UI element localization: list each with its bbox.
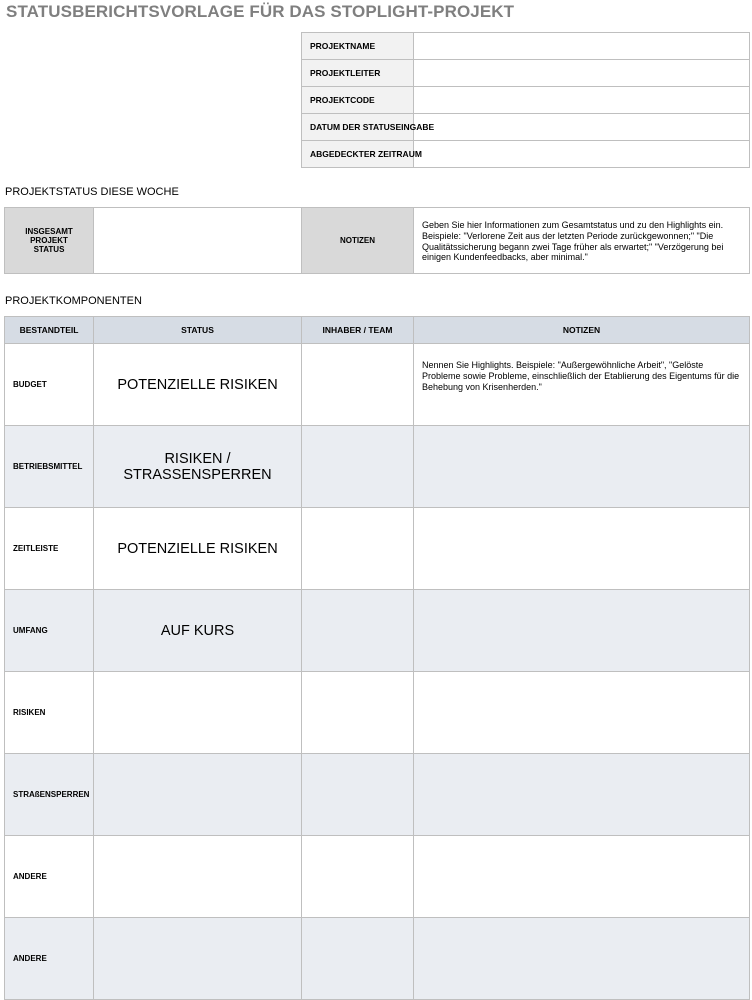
component-owner[interactable] <box>302 508 414 590</box>
project-name-field[interactable] <box>414 33 750 60</box>
component-status[interactable]: POTENZIELLE RISIKEN <box>94 344 302 426</box>
info-row-project-manager <box>302 60 750 87</box>
column-header: STATUS <box>94 317 302 344</box>
component-notes[interactable]: Nennen Sie Highlights. Beispiele: "Außergewöhnliche Arbeit", "Gelöste Probleme sowie Probleme, einschließlich der Etablierung des Eigentums für die Behebung von Krisenherden." <box>414 344 750 426</box>
info-label: PROJEKTLEITER <box>302 60 414 87</box>
info-row-status-date <box>302 114 750 141</box>
column-header: NOTIZEN <box>414 317 750 344</box>
info-label: PROJEKTNAME <box>302 33 414 60</box>
component-status[interactable] <box>94 672 302 754</box>
table-row <box>5 672 750 754</box>
component-name: BETRIEBSMITTEL <box>5 426 94 508</box>
project-code-field[interactable] <box>414 87 750 114</box>
component-name: UMFANG <box>5 590 94 672</box>
component-owner[interactable] <box>302 672 414 754</box>
table-row <box>5 918 750 1000</box>
component-notes[interactable] <box>414 672 750 754</box>
info-row-project-code <box>302 87 750 114</box>
overall-status-label-text: INSGESAMT PROJEKT STATUS <box>25 226 73 255</box>
component-notes[interactable] <box>414 590 750 672</box>
info-row-project-name <box>302 33 750 60</box>
component-name: STRAßENSPERREN <box>5 754 94 836</box>
component-notes[interactable] <box>414 836 750 918</box>
column-header: INHABER / TEAM <box>302 317 414 344</box>
component-notes[interactable] <box>414 918 750 1000</box>
component-owner[interactable] <box>302 590 414 672</box>
component-owner[interactable] <box>302 426 414 508</box>
info-label: ABGEDECKTER ZEITRAUM <box>302 141 414 168</box>
period-field[interactable] <box>414 141 750 168</box>
component-owner[interactable] <box>302 836 414 918</box>
table-row <box>5 344 750 426</box>
column-header: BESTANDTEIL <box>5 317 94 344</box>
component-notes[interactable] <box>414 754 750 836</box>
project-manager-field[interactable] <box>414 60 750 87</box>
table-row <box>5 836 750 918</box>
info-row-period <box>302 141 750 168</box>
component-status[interactable] <box>94 918 302 1000</box>
page-title: STATUSBERICHTSVORLAGE FÜR DAS STOPLIGHT-PROJEKT <box>6 2 515 21</box>
info-label: PROJEKTCODE <box>302 87 414 114</box>
component-name: ANDERE <box>5 836 94 918</box>
component-name: ZEITLEISTE <box>5 508 94 590</box>
overall-notes-field[interactable]: Geben Sie hier Informationen zum Gesamtstatus und zu den Highlights ein. Beispiele: "Verlorene Zeit aus der letzten Periode zurückgewonnen;" "Die Qualitätssicherung begann zwei Tage früher als erwartet;" "Verzögerung bei einigen Kundenfeedbacks, aber minimal." <box>414 208 750 274</box>
overall-status-table <box>4 207 750 274</box>
component-owner[interactable] <box>302 918 414 1000</box>
overall-notes-label: NOTIZEN <box>302 208 414 274</box>
component-name: BUDGET <box>5 344 94 426</box>
components-table <box>4 316 750 1000</box>
table-row <box>5 590 750 672</box>
section-title-components: PROJEKTKOMPONENTEN <box>5 295 142 307</box>
component-notes[interactable] <box>414 426 750 508</box>
component-status[interactable] <box>94 754 302 836</box>
table-row <box>5 426 750 508</box>
overall-status-field[interactable] <box>94 208 302 274</box>
component-status[interactable]: RISIKEN / STRASSENSPERREN <box>94 426 302 508</box>
status-date-field[interactable] <box>414 114 750 141</box>
component-status[interactable]: POTENZIELLE RISIKEN <box>94 508 302 590</box>
component-status[interactable]: AUF KURS <box>94 590 302 672</box>
project-info-table <box>301 32 750 168</box>
component-name: ANDERE <box>5 918 94 1000</box>
section-title-overall: PROJEKTSTATUS DIESE WOCHE <box>5 186 179 198</box>
table-row <box>5 754 750 836</box>
overall-status-label <box>5 208 94 274</box>
component-notes[interactable] <box>414 508 750 590</box>
component-owner[interactable] <box>302 754 414 836</box>
table-row <box>5 508 750 590</box>
info-label: DATUM DER STATUSEINGABE <box>302 114 414 141</box>
component-owner[interactable] <box>302 344 414 426</box>
components-header-row <box>5 317 750 344</box>
component-status[interactable] <box>94 836 302 918</box>
component-name: RISIKEN <box>5 672 94 754</box>
